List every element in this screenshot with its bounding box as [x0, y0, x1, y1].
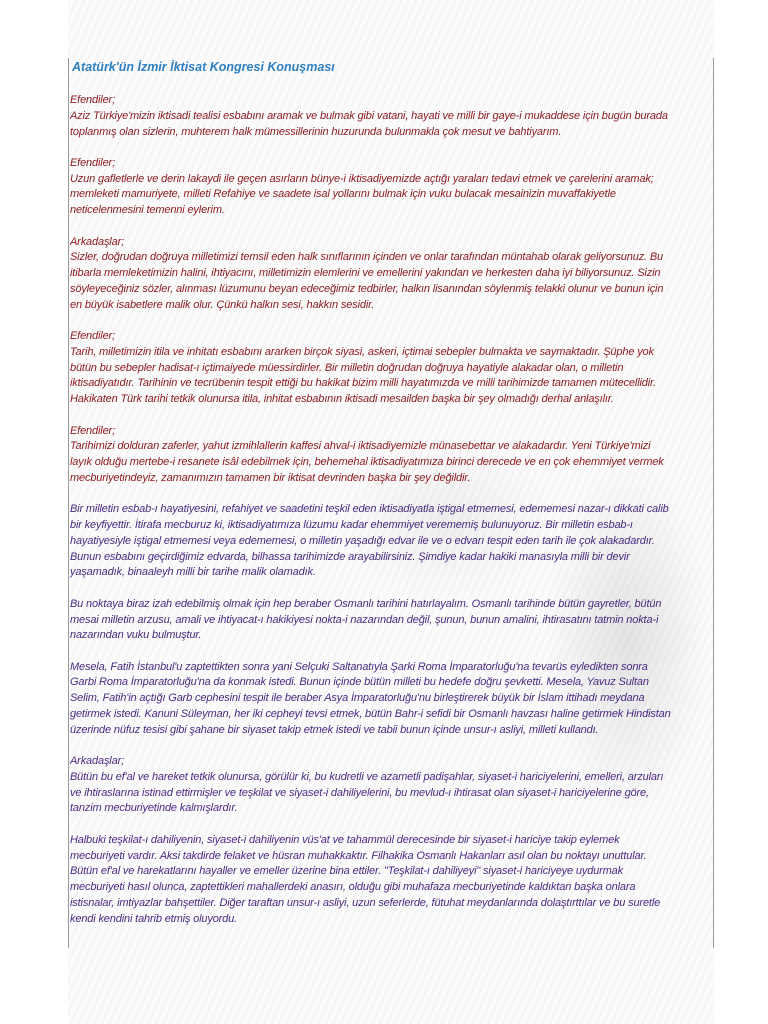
text-line: iktisadiyatıdır. Tarihinin ve tecrübenin tespit ettiği bu hakikat bizim milli hayatımızda ve milli tarihimizde tamamen mütecellidir. — [70, 377, 657, 390]
text-line: memleketi mamuriyete, milleti Refahiye ve saadete isal yollarını bulmak için vuku bulacak mesainizin muvaffakiyetle — [70, 188, 616, 201]
text-line: Aziz Türkiye'mizin iktisadi tealisi esbabını aramak ve bulmak gibi vatani, hayati ve milli bir gaye-i mukaddese için bugün burada — [70, 109, 668, 122]
text-line: Mesela, Fatih İstanbul'u zaptettikten sonra yani Selçuki Saltanatıyla Şarki Roma İmparatorluğu'na tevarüs eyledikten sonra — [70, 660, 648, 673]
text-line: bütün bu sebepler hadisat-ı içtimaiyede müessirdirler. Bir milletin doğrudan doğruya hayatiyle alakadar olan, o milletin — [70, 361, 624, 374]
text-line: mecburiyeti hasıl olunca, zaptettikleri mahallerdeki anasırı, olduğu gibi muhafaza mecburiyetinde kaldıktan başka onlara — [70, 881, 636, 894]
paragraph — [70, 156, 712, 219]
text-line: Tarih, milletimizin itila ve inhitatı esbabını ararken birçok siyasi, askeri, içtimai sebepler bulmakta ve saymaktadır. Şüphe yok — [70, 345, 654, 358]
text-line: Hakikaten Türk tarihi tetkik olunursa itila, inhitat esbabının iktisadi mesailden başka bir şey olmadığı derhal anlaşılır. — [70, 393, 614, 406]
text-line: söyleyeceğiniz sözler, alınması lüzumunu beyan edeceğimiz tedbirler, halkın lisanından söylenmiş telakki olunur ve bunun için — [70, 282, 664, 295]
text-line: Bir milletin esbab-ı hayatiyesini, refahiyet ve saadetini teşkil eden iktisadiyatla iştigal etmemesi, edememesi nazar-ı dikkati calib — [70, 503, 669, 516]
text-line: Efendiler; — [70, 424, 115, 437]
text-line: mecburiyeti vardır. Aksi takdirde felaket ve hüsran muhakkaktır. Filhakika Osmanlı Hakanları asıl olan bu noktayı unuttular. — [70, 849, 647, 862]
left-margin-line — [68, 58, 69, 948]
paragraph — [70, 597, 712, 644]
text-line: mesai milletin arzusu, amali ve ihtiyacat-ı hakikiyesi nokta-i nazarından değil, şunun, bunun amalini, ihtirasatını tatmin nokta-i — [70, 613, 659, 626]
document-title: Atatürk'ün İzmir İktisat Kongresi Konuşması — [72, 60, 335, 74]
right-margin-line — [713, 58, 714, 948]
text-line: Selim, Fatih'in açtığı Garb cephesini tespit ile beraber Asya İmparatorluğu'nu birleştirerek büyük bir İslam ittihadı meydana — [70, 692, 645, 705]
paragraph — [70, 93, 712, 140]
paragraph — [70, 502, 712, 581]
paragraph — [70, 235, 712, 314]
text-line: layık olduğu mertebe-i resanete isâl edebilmek için, behemehal iktisadiyatımıza birinci derecede ve en çok ehemmiyet vermek — [70, 456, 664, 469]
paragraph — [70, 754, 712, 817]
paragraph — [70, 833, 712, 928]
paragraph — [70, 660, 712, 739]
text-line: Tarihimizi dolduran zaferler, yahut izmihlallerin kaffesi ahval-i iktisadiyemizle münasebettar ve alakadardır. Yeni Türkiye'mizi — [70, 440, 651, 453]
text-line: üzerinde nüfuz tesisi gibi şahane bir siyaset takip etmek istedi ve tabii bunun içinde unsur-ı asliyi, milleti kullandı. — [70, 723, 599, 736]
text-line: istisnalar, imtiyazlar bahşettiler. Diğer taraftan unsur-ı asliyi, uzun seferlerde, fütuhat meydanlarında dolaştırttılar ve bu suretle — [70, 896, 661, 909]
text-line: Garbi Roma İmparatorluğu'na da konmak istedi. Bunun içinde bütün milleti bu hedefe doğru şevketti. Mesela, Yavuz Sultan — [70, 676, 649, 689]
text-line: getirmek istedi. Kanuni Süleyman, her iki cepheyi tevsi etmek, bütün Bahr-i sefidi bir Osmanlı havzası haline getirmek Hindistan — [70, 708, 671, 720]
text-line: toplanmış olan sizlerin, muhterem halk mümessillerinin huzurunda bulunmakla çok mesut ve bahtiyarım. — [70, 125, 562, 138]
text-line: Bunun esbabını geçirdiğimiz edvarda, bilhassa tarihimizde arayabilirsiniz. Şimdiye kadar hakiki manasıyla milli bir devir — [70, 550, 630, 563]
text-line: en büyük isabetlere malik olur. Çünkü halkın sesi, hakkın sesidir. — [70, 298, 375, 311]
text-line: bir keyfiyettir. İtirafa mecburuz ki, iktisadiyatımıza lüzumu kadar ehemmiyet verememiş bulunuyoruz. Bir milletin esbab-ı — [70, 519, 633, 532]
text-line: Bu noktaya biraz izah edebilmiş olmak için hep beraber Osmanlı tarihini hatırlayalım. Osmanlı tarihinde bütün gayretler, bütün — [70, 597, 662, 610]
text-line: Halbuki teşkilat-ı dahiliyenin, siyaset-i dahiliyenin vüs'at ve tahammül derecesinde bir siyaset-i hariciye takip eylemek — [70, 833, 620, 846]
text-line: itibarla memleketimizin halini, ihtiyacını, milletimizin elemlerini ve emellerini yakından ve herkesten daha iyi biliyorsunuz. Sizin — [70, 267, 661, 280]
text-line: kendi kendini tahrib etmiş oluyordu. — [70, 912, 238, 925]
text-line: Bütün ef'al ve harekatlarını hayaller ve emeller üzerine bina ettiler. "Teşkilat-ı dahiliyeyi" siyaset-i hariciyeye uydurmak — [70, 865, 623, 878]
text-line: ve ihtiraslarına istinad ettirmişler ve teşkilat ve siyaset-i dahiliyelerini, bu mevlud-ı ihtirasat olan siyaset-i hariciyelerine göre, — [70, 786, 649, 799]
text-line: Efendiler; — [70, 156, 115, 169]
document-body — [70, 93, 712, 943]
text-line: Efendiler; — [70, 330, 115, 343]
text-line: Uzun gafletlerle ve derin lakaydi ile geçen asırların bünye-i iktisadiyemizde açtığı yaraları tedavi etmek ve çarelerini aramak; — [70, 172, 654, 185]
text-line: Bütün bu ef'al ve hareket tetkik olunursa, görülür ki, bu kudretli ve azametli padişahlar, siyaset-i hariciyelerini, emelleri, arzuları — [70, 770, 664, 783]
paragraph — [70, 424, 712, 487]
text-line: tanzim mecburiyetinde kalmışlardır. — [70, 802, 238, 815]
text-line: hayatiyesiyle iştigal etmemesi veya edememesi, o milletin yaşadığı edvar ile ve o edvarı tespit eden tarih ile çok alakadardır. — [70, 534, 655, 547]
text-line: Arkadaşlar; — [70, 755, 124, 768]
text-line: neticelenmesini temenni eylerim. — [70, 204, 225, 217]
text-line: nazarından vuku bulmuştur. — [70, 629, 202, 642]
text-line: Arkadaşlar; — [70, 235, 124, 248]
text-line: mecburiyetindeyiz, zamanımızın tamamen bir iktisat devrinden başka bir şey değildir. — [70, 471, 471, 484]
paragraph — [70, 329, 712, 408]
text-line: Sizler, doğrudan doğruya milletimizi temsil eden halk sınıflarının içinden ve onlar tarafından müntahab olarak geliyorsunuz. Bu — [70, 251, 664, 264]
text-line: Efendiler; — [70, 94, 115, 106]
text-line: yaşamadık, binaaleyh milli bir tarihe malik olamadık. — [70, 566, 316, 579]
